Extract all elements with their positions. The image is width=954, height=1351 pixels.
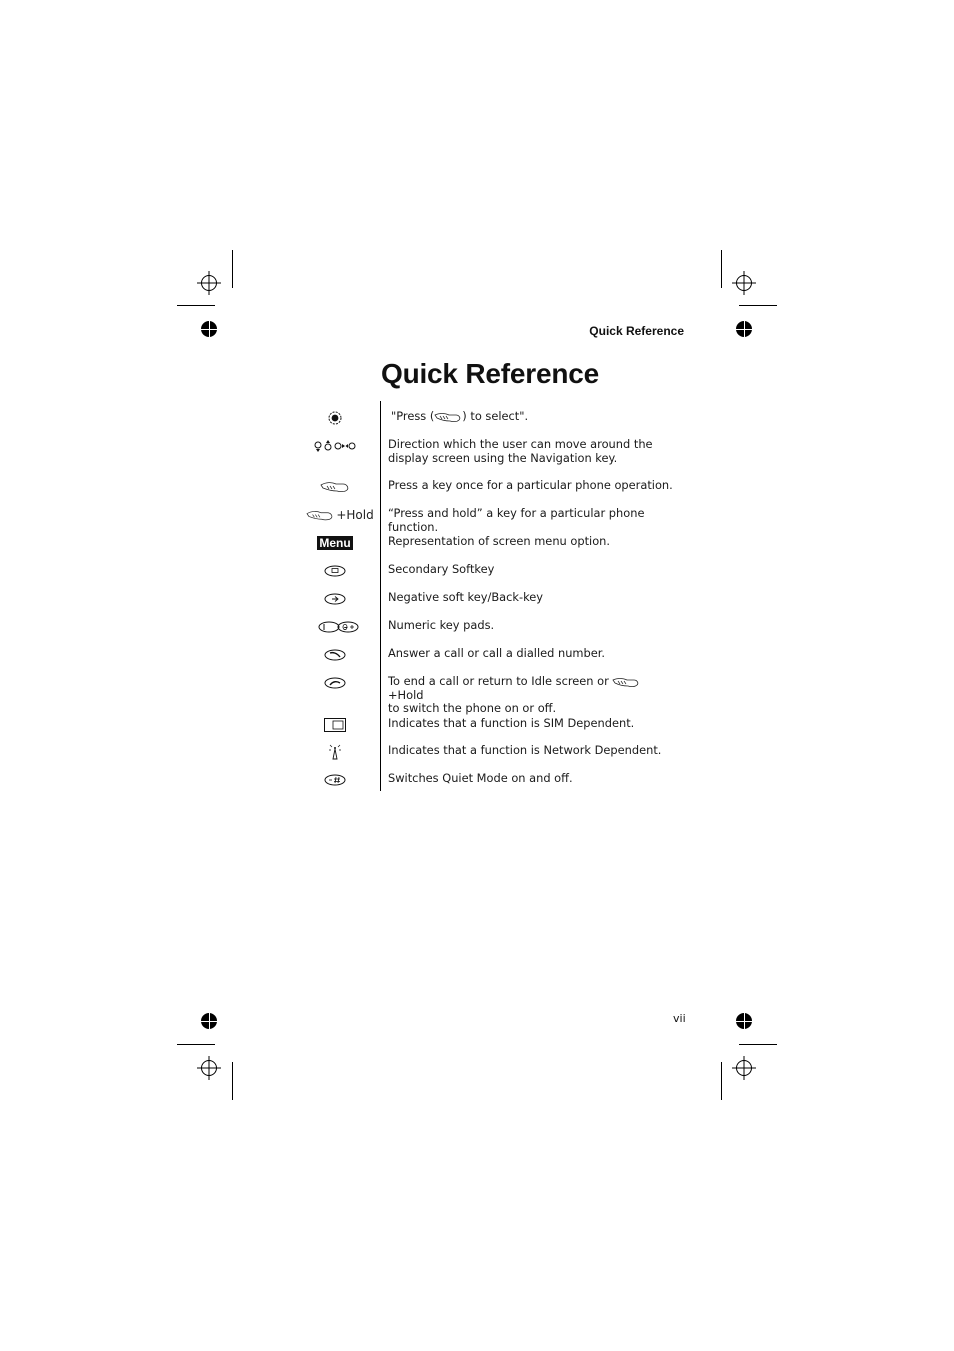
crop-mark xyxy=(721,250,722,288)
page-title: Quick Reference xyxy=(381,358,599,389)
registration-mark-icon xyxy=(197,271,221,295)
sim-card-icon xyxy=(324,718,346,732)
hold-label: +Hold xyxy=(388,687,424,702)
registration-dot-icon xyxy=(201,321,217,337)
registration-mark-icon xyxy=(732,1056,756,1080)
registration-mark-icon xyxy=(732,271,756,295)
crop-mark xyxy=(739,1044,777,1045)
running-header: Quick Reference xyxy=(589,324,684,338)
press-key-hand-icon xyxy=(320,480,350,494)
press-key-hand-icon xyxy=(612,676,640,688)
press-key-hand-icon xyxy=(434,411,462,423)
range-dash: - xyxy=(343,620,348,634)
navigation-arrows-icon xyxy=(313,439,357,453)
secondary-softkey-icon xyxy=(324,565,346,577)
crop-mark xyxy=(177,1044,215,1045)
crop-mark xyxy=(232,1062,233,1100)
crop-mark xyxy=(721,1062,722,1100)
crop-mark xyxy=(232,250,233,288)
registration-dot-icon xyxy=(736,321,752,337)
page-number: vii xyxy=(673,1012,686,1025)
registration-dot-icon xyxy=(201,1013,217,1029)
key-0-plus-icon xyxy=(337,621,359,633)
registration-mark-icon xyxy=(197,1056,221,1080)
answer-call-icon xyxy=(324,649,346,661)
column-divider xyxy=(380,401,381,791)
menu-badge: Menu xyxy=(319,536,351,550)
end-call-icon xyxy=(324,677,346,689)
crop-mark xyxy=(177,305,215,306)
select-key-icon xyxy=(327,410,343,426)
press-hold-hand-icon xyxy=(306,509,334,522)
back-key-icon xyxy=(324,593,346,605)
network-antenna-icon xyxy=(328,744,342,760)
registration-dot-icon xyxy=(736,1013,752,1029)
hold-label: +Hold xyxy=(336,508,374,522)
crop-mark xyxy=(739,305,777,306)
hash-key-icon xyxy=(324,774,346,786)
